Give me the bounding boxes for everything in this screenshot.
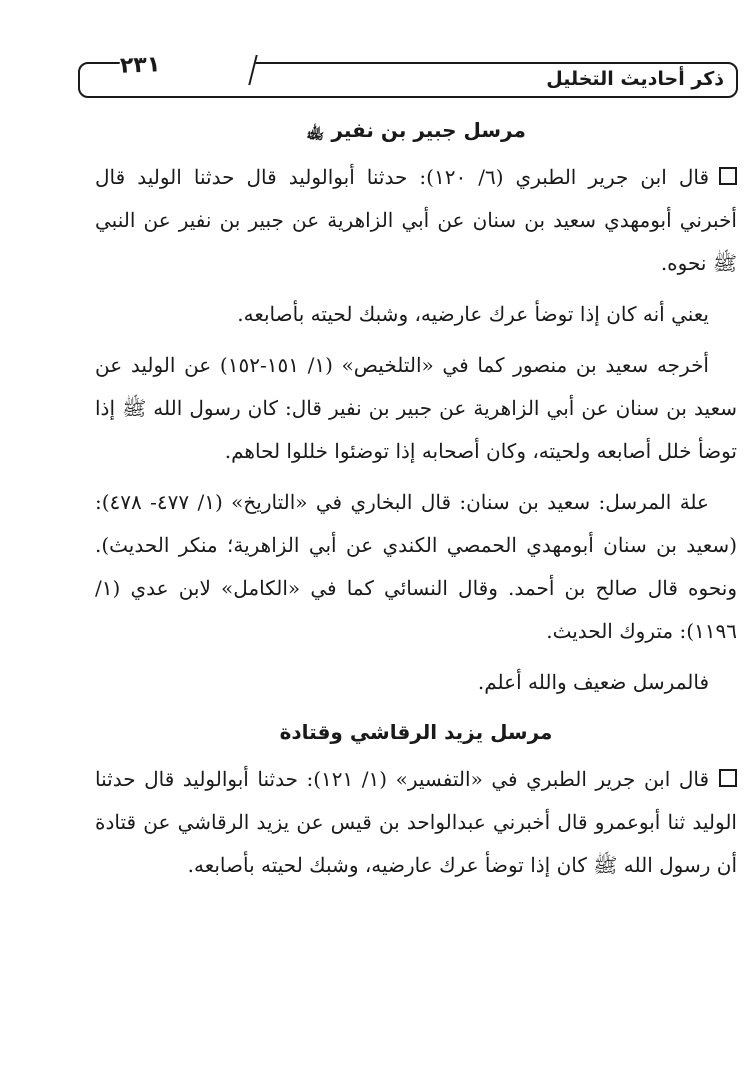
running-header xyxy=(78,62,738,98)
checkbox-icon xyxy=(719,167,737,185)
paragraph: فالمرسل ضعيف والله أعلم. xyxy=(477,670,709,694)
section-yazid-qatada xyxy=(95,712,737,887)
paragraph-text: قال ابن جرير الطبري (٦/ ١٢٠): حدثنا أبوالوليد قال حدثنا الوليد قال أخبرني أبومهدي سعيد بن سنان عن أبي الزاهرية عن جبير بن نفير عن النبي ﷺ نحوه. xyxy=(95,165,737,275)
paragraph: علة المرسل: سعيد بن سنان: قال البخاري في «التاريخ» (١/ ٤٧٧- ٤٧٨): (سعيد بن سنان أبومهدي الحمصي الكندي عن أبي الزاهرية؛ منكر الحديث). ونحوه قال صالح بن أحمد. وقال النسائي كما في «الكامل» لابن عدي (١/ ١١٩٦): متروك الحديث. xyxy=(95,490,737,643)
paragraph xyxy=(95,758,737,887)
paragraph-text: قال ابن جرير الطبري في «التفسير» (١/ ١٢١): حدثنا أبوالوليد قال حدثنا الوليد ثنا أبوعمرو قال أخبرني عبدالواحد بن قيس عن يزيد الرقاشي عن قتادة أن رسول الله ﷺ كان إذا توضأ عرك عارضيه، وشبك لحيته بأصابعه. xyxy=(95,767,737,877)
paragraph: أخرجه سعيد بن منصور كما في «التلخيص» (١/ ١٥١-١٥٢) عن الوليد عن سعيد بن سنان عن أبي الزاهرية عن جبير بن نفير قال: كان رسول الله ﷺ إذا توضأ خلل أصابعه ولحيته، وكان أصحابه إذا توضئوا خللوا لحاهم. xyxy=(95,353,737,463)
page-number: ٢٣١ xyxy=(119,52,161,79)
section-heading: مرسل يزيد الرقاشي وقتادة xyxy=(279,720,553,744)
chapter-title: ذكر أحاديث التخليل xyxy=(546,68,724,90)
paragraph xyxy=(95,156,737,285)
section-jubayr xyxy=(95,110,737,704)
page-body xyxy=(95,110,737,895)
paragraph: يعني أنه كان إذا توضأ عرك عارضيه، وشبك لحيته بأصابعه. xyxy=(237,302,709,326)
section-heading: مرسل جبير بن نفير ﵀ xyxy=(306,118,526,142)
checkbox-icon xyxy=(719,769,737,787)
